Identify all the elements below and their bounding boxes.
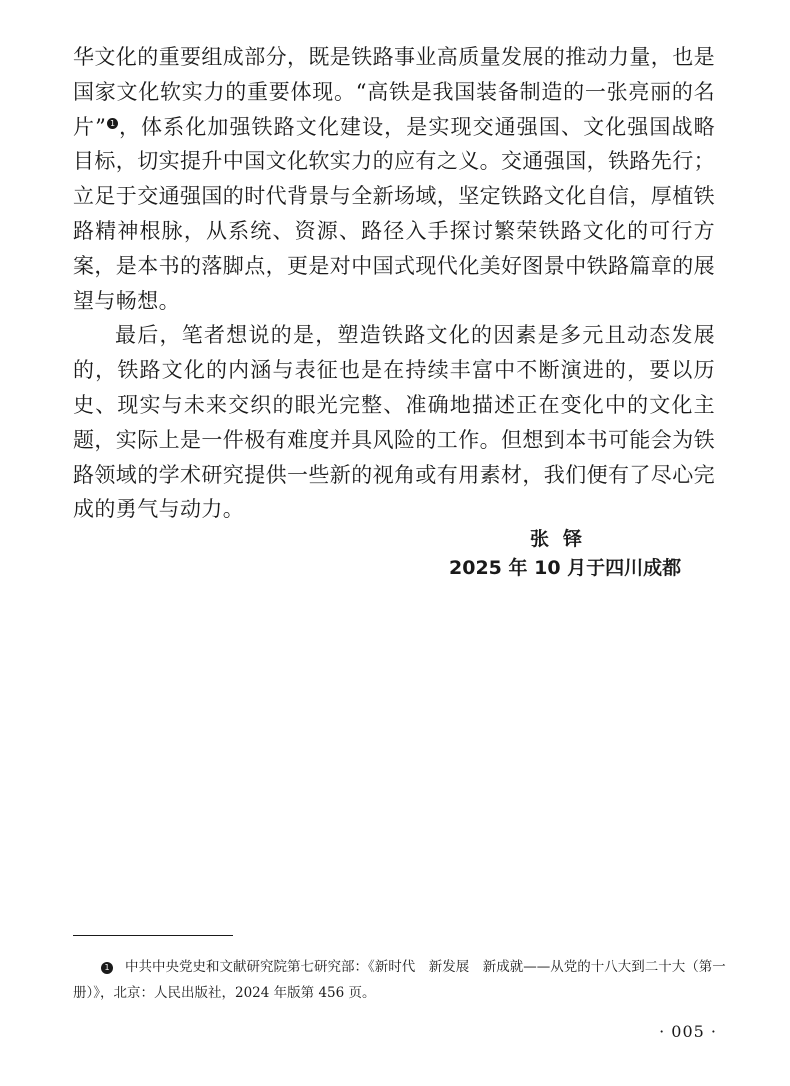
paragraph-1: [73, 40, 715, 318]
page-number: · 005 ·: [659, 1022, 717, 1041]
body-text: [73, 40, 715, 527]
footnote-reference-marker[interactable]: 1: [107, 118, 118, 129]
paragraph-1-text-a: 华文化的重要组成部分，既是铁路事业高质量发展的推动力量，也是国家文化软实力的重要体现。“高铁是我国装备制造的一张亮丽的名片”: [73, 45, 715, 139]
footnote-text: 中共中央党史和文献研究院第七研究部：《新时代 新发展 新成就——从党的十八大到二十大（第一册）》，北京：人民出版社，2024 年版第 456 页。: [73, 959, 726, 1001]
footnote-marker: 1: [101, 962, 113, 974]
footnote: [73, 954, 733, 1006]
paragraph-2: 最后，笔者想说的是，塑造铁路文化的因素是多元且动态发展的，铁路文化的内涵与表征也是在持续丰富中不断演进的，要以历史、现实与未来交织的眼光完整、准确地描述正在变化中的文化主题，实际上是一件极有难度并具风险的工作。但想到本书可能会为铁路领域的学术研究提供一些新的视角或有用素材，我们便有了尽心完成的勇气与动力。: [73, 323, 715, 522]
signature-date: 2025 年 10 月于四川成都: [449, 557, 682, 579]
signature-author: 张铎: [530, 528, 597, 550]
paragraph-1-text-b: ，体系化加强铁路文化建设，是实现交通强国、文化强国战略目标，切实提升中国文化软实力的应有之义。交通强国，铁路先行；立足于交通强国的时代背景与全新场域，坚定铁路文化自信，厚植铁路精神根脉，从系统、资源、路径入手探讨繁荣铁路文化的可行方案，是本书的落脚点，更是对中国式现代化美好图景中铁路篇章的展望与畅想。: [73, 114, 715, 313]
footnote-divider: [73, 935, 233, 936]
